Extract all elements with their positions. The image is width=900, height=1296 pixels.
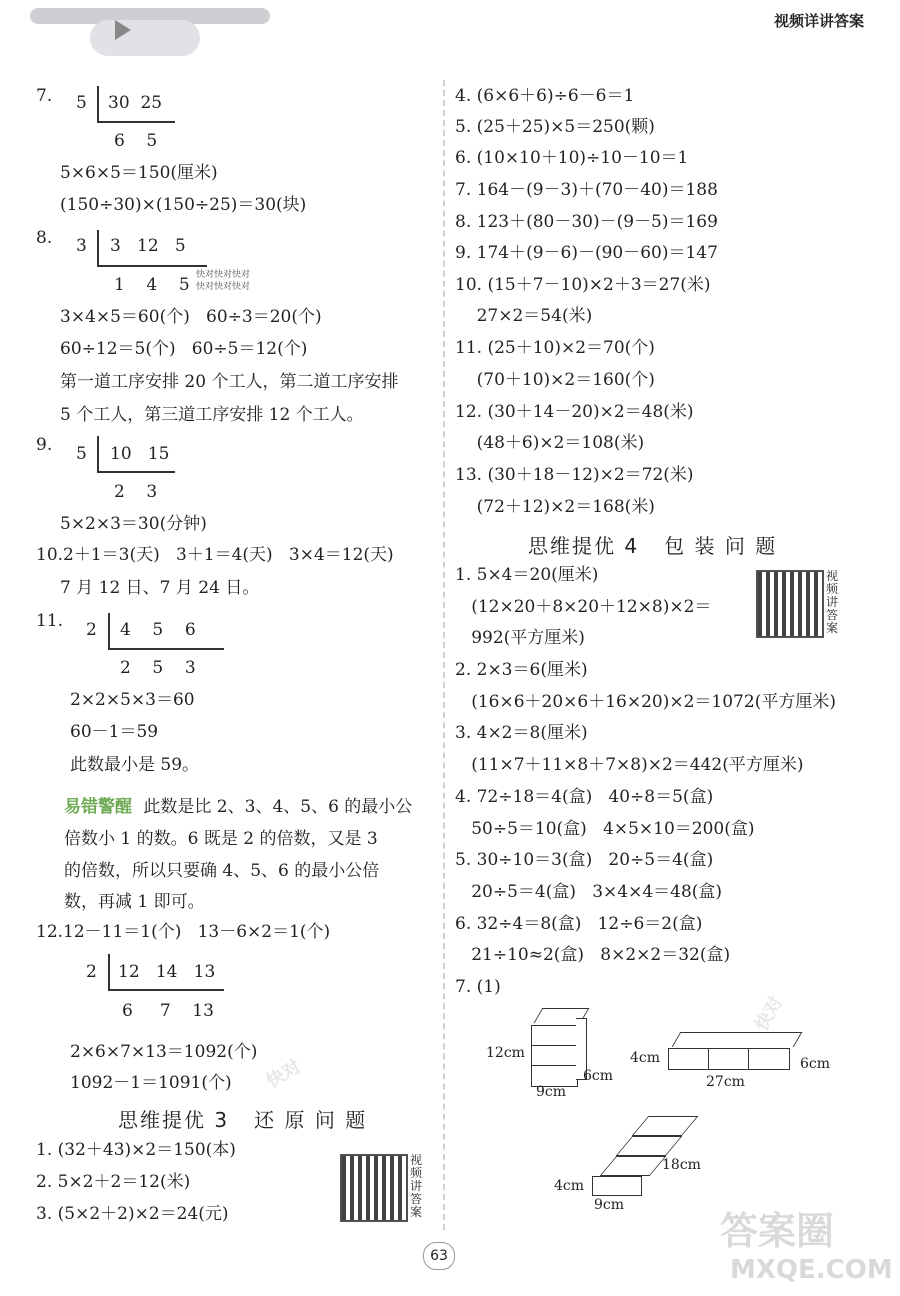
q11-division-hline [108, 648, 224, 650]
q7-line1: 5×6×5＝150(厘米) [60, 163, 218, 183]
q12-dividends: 12 14 13 [118, 962, 216, 982]
q11-divisor: 2 [86, 620, 97, 640]
s4-line-2: 992(平方厘米) [455, 628, 585, 648]
warning-line2: 倍数小 1 的数。6 既是 2 的倍数，又是 3 [64, 829, 378, 849]
qr-label-left: 视频讲答案 [410, 1153, 423, 1219]
q8-line1: 3×4×5＝60(个) 60÷3＝20(个) [60, 307, 322, 327]
r-line-7: 7. 164－(9－3)＋(70－40)＝188 [455, 180, 718, 200]
fig-a-block-1 [531, 1025, 578, 1047]
q12-line0 [36, 922, 330, 942]
q8-division-hline [97, 265, 207, 267]
fig-a-height: 12cm [486, 1045, 525, 1061]
q11-line3: 此数最小是 59。 [70, 755, 200, 775]
q9-division-hline [97, 471, 175, 473]
fig-c-height: 4cm [554, 1178, 585, 1194]
s4-line-7: 4. 72÷18＝4(盒) 40÷8＝5(盒) [455, 787, 714, 807]
q11-line1: 2×2×5×3＝60 [70, 690, 195, 710]
s4-line-11: 6. 32÷4＝8(盒) 12÷6＝2(盒) [455, 914, 703, 934]
q7-line2: (150÷30)×(150÷25)＝30(块) [60, 195, 307, 215]
q8-line2: 60÷12＝5(个) 60÷5＝12(个) [60, 339, 308, 359]
qr-label-right: 视频讲答案 [826, 569, 839, 635]
page-number: 63 [423, 1242, 455, 1270]
qr-code-left[interactable] [340, 1154, 408, 1222]
q12-number: 12. [36, 922, 64, 942]
fig-b-block-3 [748, 1048, 790, 1070]
warning-text1: 此数是比 2、3、4、5、6 的最小公 [143, 797, 413, 817]
play-icon [115, 20, 131, 40]
s4-line-1: (12×20＋8×20＋12×8)×2＝ [455, 597, 712, 617]
fig-b-depth: 6cm [800, 1056, 831, 1072]
q8-dividends: 3 12 5 [110, 236, 186, 256]
q11-number: 11. [36, 611, 64, 631]
q12-quotients: 6 7 13 [122, 1001, 214, 1021]
q9-dividends: 10 15 [110, 444, 170, 464]
s4-line-10: 20÷5＝4(盒) 3×4×4＝48(盒) [455, 882, 723, 902]
q9-quotients: 2 3 [114, 482, 158, 502]
q12-divisor: 2 [86, 962, 97, 982]
q10-line1 [36, 545, 394, 565]
header-cloud-decoration-2 [90, 20, 200, 56]
r-line-13a: 13. (30＋18－12)×2＝72(米) [455, 465, 694, 485]
r-line-4: 4. (6×6＋6)÷6－6＝1 [455, 86, 635, 106]
stamp-text-1: 快对快对快对 [196, 270, 251, 280]
q7-divisor: 5 [76, 93, 87, 113]
s4-line-3: 2. 2×3＝6(厘米) [455, 660, 588, 680]
fig-b-block-1 [668, 1048, 710, 1070]
q10-number: 10. [36, 545, 64, 565]
q8-number: 8. [36, 228, 53, 248]
q12-text: 12－11＝1(个) 13－6×2＝1(个) [63, 922, 331, 942]
fig-c-seg-1 [600, 1156, 667, 1176]
fig-c-seg-3 [632, 1116, 699, 1136]
warning-line4: 数，再减 1 即可。 [64, 892, 205, 912]
fig-b-top [672, 1032, 803, 1047]
q7-dividends: 30 25 [108, 93, 163, 113]
q7-division-vline [97, 86, 99, 122]
s4-line-0: 1. 5×4＝20(厘米) [455, 565, 599, 585]
r-line-12b: (48＋6)×2＝108(米) [455, 433, 645, 453]
q8-divisor: 3 [76, 236, 87, 256]
fig-b-width: 27cm [706, 1074, 745, 1090]
q9-division-vline [97, 436, 99, 472]
column-divider [443, 80, 445, 1230]
fig-c-seg-2 [616, 1136, 683, 1156]
section4-title: 思维提优 4 包 装 问 题 [528, 534, 778, 558]
watermark-kuaidui-right: 快对 [751, 992, 788, 1035]
watermark-site-url: MXQE.COM [730, 1255, 893, 1285]
warning-line3: 的倍数，所以只要确 4、5、6 的最小公倍 [64, 861, 380, 881]
q12-division-vline [108, 954, 110, 990]
r-line-5: 5. (25＋25)×5＝250(颗) [455, 117, 655, 137]
q12-division-hline [108, 989, 224, 991]
fig-b-block-2 [708, 1048, 750, 1070]
fig-b-height: 4cm [630, 1050, 661, 1066]
q11-division-vline [108, 613, 110, 649]
r-line-10b: 27×2＝54(米) [455, 306, 593, 326]
q10-line2: 7 月 12 日、7 月 24 日。 [60, 578, 260, 598]
q9-divisor: 5 [76, 444, 87, 464]
q8-line4: 5 个工人，第三道工序安排 12 个工人。 [60, 405, 364, 425]
fig-c-depth: 18cm [662, 1157, 701, 1173]
q11-line2: 60－1＝59 [70, 722, 159, 742]
r-line-10a: 10. (15＋7－10)×2＋3＝27(米) [455, 275, 711, 295]
s3-line2: 2. 5×2＋2＝12(米) [36, 1172, 191, 1192]
r-line-6: 6. (10×10＋10)÷10－10＝1 [455, 148, 689, 168]
q9-line1: 5×2×3＝30(分钟) [60, 514, 207, 534]
r-line-11a: 11. (25＋10)×2＝70(个) [455, 338, 655, 358]
r-line-9: 9. 174＋(9－6)－(90－60)＝147 [455, 243, 718, 263]
r-line-13b: (72＋12)×2＝168(米) [455, 497, 655, 517]
q11-quotients: 2 5 3 [120, 658, 196, 678]
warning-tag: 易错警醒 [64, 797, 132, 817]
watermark-kuaidui-left: 快对 [262, 1056, 305, 1093]
s4-line-8: 50÷5＝10(盒) 4×5×10＝200(盒) [455, 819, 755, 839]
header-title: 视频详讲答案 [773, 12, 864, 30]
r-line-12a: 12. (30＋14－20)×2＝48(米) [455, 402, 694, 422]
watermark-site-logo: 答案圈 [720, 1209, 835, 1253]
s4-line-6: (11×7＋11×8＋7×8)×2＝442(平方厘米) [455, 755, 804, 775]
fig-a-width: 9cm [536, 1084, 567, 1100]
q10-text: 2＋1＝3(天) 3＋1＝4(天) 3×4＝12(天) [63, 545, 394, 565]
s4-line-9: 5. 30÷10＝3(盒) 20÷5＝4(盒) [455, 850, 714, 870]
warning-line1 [64, 797, 412, 817]
q9-number: 9. [36, 435, 53, 455]
s3-line3: 3. (5×2＋2)×2＝24(元) [36, 1204, 229, 1224]
stamp-text-2: 快对快对快对 [196, 282, 251, 292]
fig-c-width: 9cm [594, 1197, 625, 1213]
q8-division-vline [97, 230, 99, 266]
s4-line-4: (16×6＋20×6＋16×20)×2＝1072(平方厘米) [455, 692, 836, 712]
fig-c-front [592, 1176, 642, 1196]
q7-number: 7. [36, 86, 53, 106]
q12-line2: 1092－1＝1091(个) [70, 1073, 232, 1093]
q12-line1: 2×6×7×13＝1092(个) [70, 1042, 258, 1062]
fig-a-depth: 6cm [583, 1068, 614, 1084]
r-line-11b: (70＋10)×2＝160(个) [455, 370, 655, 390]
s4-line-12: 21÷10≈2(盒) 8×2×2＝32(盒) [455, 945, 731, 965]
q7-quotients: 6 5 [114, 131, 158, 151]
q7-division-hline [97, 121, 175, 123]
q11-dividends: 4 5 6 [120, 620, 196, 640]
section3-title: 思维提优 3 还 原 问 题 [118, 1108, 368, 1132]
s4-line-13: 7. (1) [455, 977, 501, 997]
s4-line-5: 3. 4×2＝8(厘米) [455, 723, 588, 743]
qr-code-right[interactable] [756, 570, 824, 638]
q8-line3: 第一道工序安排 20 个工人，第二道工序安排 [60, 372, 399, 392]
r-line-8: 8. 123＋(80－30)－(9－5)＝169 [455, 212, 718, 232]
fig-a-block-2 [531, 1045, 578, 1067]
q8-quotients: 1 4 5 [114, 275, 190, 295]
s3-line1: 1. (32＋43)×2＝150(本) [36, 1140, 236, 1160]
